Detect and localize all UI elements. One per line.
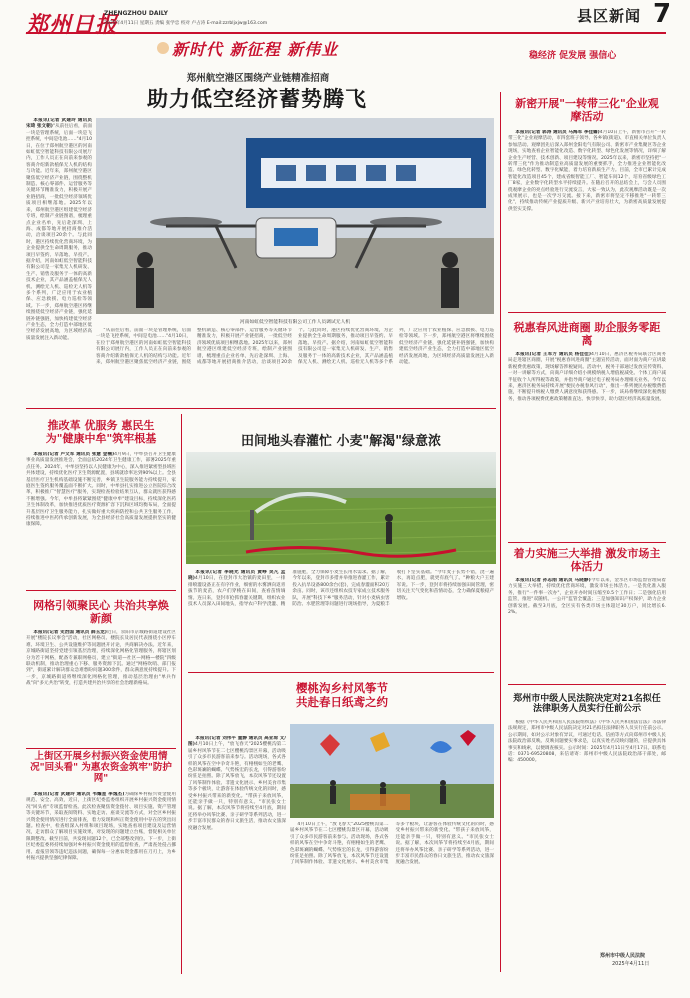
article-xinmi-headline: 新密开展"一转带三化"企业观摩活动 (515, 97, 659, 123)
lead-headline: 助力低空经济蓄势腾飞 (147, 87, 367, 111)
article-tax-body (508, 352, 666, 538)
article-court-text: 根据《中华人民共和国人民法院组织法》《中华人民共和国法官法》等法律法规规定，郑州市中级人民法院决定对21名拟任法律职务人员实行任前公示。公示期间，如对公示对象有异议，可通过电话、信函等方式向郑州市中级人民法院政治部反映。反映问题要实事求是，以真实姓名反映问题的，应提供具体事实和线索，以便调查核实。公示时间：2025年4月11日至4月17日。联系电话：0371-69520808，来信请寄：郑州市中级人民法院政治部干部处，邮编：450000。 (508, 720, 666, 764)
article-kite-text-continued: 4月10日上午，"放飞春天"2025樱桃沟第二届乡村风筝节在二七区樱桃沟景区开幕，活动吸引了众多市民游客前来参与。活动现场，各式各样的风筝在空中争奇斗艳，有栩栩如生的老鹰、色彩斑斓的蝴蝶、气势恢宏的长龙，引得游客纷纷驻足拍照。除了风筝放飞，本次风筝节还设置了风筝制作体验、非遗文化展示、乡村美食市集等多个板块，让游客在体验传统文化的同时，感受乡村振兴带来的新变化。"带孩子来放风筝，还能亲手做一只，特别有意义。"市民张女士说。据了解，本次风筝节将持续至4月底，期间还将举办风筝比赛、亲子研学等系列活动，进一步丰富市民群众的春日文旅生活，推动农文旅深度融合发展。 (290, 822, 494, 866)
lead-body-lower (96, 328, 494, 404)
article-irrigation-byline: 本报讯(记者 李晓光 通讯员 黄峥 吴凡 孟晓) (188, 570, 286, 582)
lead-photo-caption: 河南如虹低空智能科技有限公司工作人员调试无人机 (239, 320, 351, 325)
irrigation-photo (186, 452, 496, 564)
article-irrigation-body (188, 570, 494, 666)
newspaper-logo: 郑州日报 (26, 12, 119, 38)
date-line: 2025年4月11日 星期五 责编 张学忠 校对 卢占涛 E-mail:zzrbljxjw@163.com (104, 21, 268, 26)
right-column-divider (500, 92, 501, 972)
lead-kicker: 郑州航空港区围绕产业链精准招商 (186, 73, 330, 84)
left-column-divider (181, 414, 182, 974)
article-grid-headline: 网格引领聚民心 共治共享焕新颜 (33, 599, 169, 625)
article-market-text: 今年以来，金水区市场监督管理局着力实施三大举措，持续优化营商环境，激发市场主体活力。一是优化准入服务，推行"一件事一次办"，企业开办时间压缩至0.5个工作日；二是强化信用监管，推进"双随机、一公开"监管全覆盖；三是加强知识产权保护，助力企业创新发展。截至3月底，全区实有各类市场主体超过30万户，同比增长6.2%。 (508, 578, 666, 616)
article-grid-text: 近日，荥阳市京城路街道建设社区开展"楼院长议事会"活动，社区网格员、楼院长及居民代表围绕小区停车难、环境卫生、公共设施维护等问题展开讨论，共商解决办法。近年来，京城路街道坚持党建引领基层治理，持续深化网格化管理服务，将辖区划分为若干网格，配备专兼职网格员，建立"街道—社区—网格—楼院"四级联动机制，推动治理重心下移、服务资源下沉。通过"网格吹哨、部门报到"，街道累计解决群众急难愁盼问题300余件，群众满意度持续提升。下一步，京城路街道将继续深化网格化管理，推动基层治理由"单兵作战"向"多元共治"转变，打造共建共治共享的社会治理新格局。 (26, 630, 176, 687)
wheat-field-illustration (186, 452, 496, 564)
article-market-body (508, 578, 666, 676)
lead-byline: 本报讯(记者 武建玲 通讯员 宋琦 张文朝) (26, 118, 92, 130)
lead-photo (96, 118, 494, 314)
article-court-body (508, 720, 666, 946)
lead-bottom-rule (26, 408, 496, 409)
article-market-headline: 着力实施三大举措 激发市场主体活力 (513, 547, 661, 573)
newspaper-logo-en: ZHENGZHOU DAILY (104, 10, 168, 17)
article-shangjie-body (26, 792, 176, 972)
rule-irrigation (188, 672, 494, 673)
article-kite-text: 4月10日上午，"放飞春天"2025樱桃沟第二届乡村风筝节在二七区樱桃沟景区开幕，活动吸引了众多市民游客前来参与。活动现场，各式各样的风筝在空中争奇斗艳，有栩栩如生的老鹰、色彩斑斓的蝴蝶、气势恢宏的长龙，引得游客纷纷驻足拍照。除了风筝放飞，本次风筝节还设置了风筝制作体验、非遗文化展示、乡村美食市集等多个板块，让游客在体验传统文化的同时，感受乡村振兴带来的新变化。"带孩子来放风筝，还能亲手做一只，特别有意义。"市民张女士说。据了解，本次风筝节将持续至4月底，期间还将举办风筝比赛、亲子研学等系列活动，进一步丰富市民群众的春日文旅生活，推动农文旅深度融合发展。 (188, 742, 286, 831)
lead-body-column-1 (26, 118, 92, 402)
article-irrigation-text: 4月10日，在登封市大冶镇的麦田里，一排排喷灌设备正在有序作业，细密的水雾洒向返青拔节的麦苗，农户们穿梭在田间，查看苗情墒情。连日来，登封市抢抓春灌关键期，组织农业技术人员深入田间地头，指导农户科学浇灌、精准施肥，全力保障小麦生长用水需求。据了解，今年以来，登封市多措并举推进春灌工作，累计投入抗旱设备800余台(套)，完成春灌面积20万余亩。同时，该市还组织农技专家成立技术服务队，开展"科技下乡"服务活动，针对小麦病虫害防治、水肥管理等问题进行现场指导，为夏粮丰收打下坚实基础。"今年麦子长势不错，浇一遍水，再追点肥，就更有底气了。"种粮大户王建军说。下一步，登封市将持续加强田间管理，密切关注天气变化和苗情动态，全力确保夏粮稳产增收。 (188, 570, 494, 608)
article-zhongmu-body (26, 452, 176, 584)
rule-grid (26, 748, 176, 749)
article-court-signature: 郑州市中级人民法院 (600, 953, 646, 959)
article-xinmi-body (508, 130, 666, 308)
article-tax-text: 4月10日，惠济区税务局联合区商务局走进辖区商圈，开展"税惠春风进商圈"主题宣传活动，面对面为商户宣讲最新税费优惠政策，现场解答涉税疑问。活动中，税务干部通过发放宣传资料、一对一讲解等方式，向商户详细介绍小规模纳税人增值税减免、个体工商户减半征收个人所得税等政策，并指导商户通过电子税务局办理相关业务。今年以来，惠济区税务局持续开展"便民办税春风行动"，推出一系列便民办税缴费措施，不断提升纳税人缴费人满意度和获得感。下一步，该局将继续深化税费服务，推动各项税费优惠政策精准直达、快享快享，助力辖区经济高质量发展。 (508, 352, 666, 402)
article-tax-headline: 税惠春风进商圈 助企服务零距离 (513, 321, 661, 347)
rule-tax (508, 542, 666, 543)
rule-xinmi (508, 312, 666, 313)
banner-slogan-text: 新时代 新征程 新伟业 (172, 39, 339, 59)
article-kite-body-2 (290, 822, 494, 972)
article-tax-byline: 本报讯(记者 王军方 通讯员 杨佳佳) (515, 352, 591, 357)
lead-body: "从前往后看，前面一块是管理系统，后面一块是飞控系统，中间是电池……"4月10日，在位于郑州航空港区的河南如虹低空智能科技有限公司展厅内，工作人员正在向前来参观的客商介绍新款植保无人机的结构与功能。近年来，郑州航空港区聚焦低空经济产业链，围绕整机制造、核心零部件、运营服务等关键环节精准发力，积极开展产业链招商，一批低空经济领域优质项目相继落地。2025年以来，郑州航空港区组建低空经济专班，绘制产业链图谱，梳理重点企业名单，先后赴深圳、上海、成都等地开展招商推介活动，洽谈项目20余个。与此同时，港区持续优化营商环境，为企业提供全生命周期服务，推动项目早签约、早落地、早投产。据介绍，河南如虹低空智能科技有限公司是一家集无人机研发、生产、销售及服务于一体的高新技术企业，其产品涵盖植保无人机、测绘无人机、巡检无人机等多个系列，广泛应用于农业植保、应急救援、电力巡检等领域。下一步，郑州航空港区将继续围绕低空经济产业链，强化延链补链强链，加快构建低空经济产业生态，全力打造中部地区低空经济发展高地，为区域经济高质量发展注入新动能。 (26, 124, 92, 341)
banner-slogan-right: 稳经济 促发展 强信心 (529, 51, 617, 61)
article-shangjie-headline: 上街区开展乡村振兴资金使用情况"回头看" 为惠农资金筑牢"防护网" (30, 751, 172, 784)
article-kite-body-1 (188, 736, 286, 974)
article-market-byline: 本报讯(记者 孙志刚 通讯员 马晓静) (515, 578, 591, 583)
article-zhongmu-headline: 推改革 优服务 惠民生 为"健康中牟"筑牢根基 (45, 419, 157, 445)
kite-festival-illustration (290, 724, 494, 818)
page-number: 7 (653, 0, 672, 29)
article-xinmi-byline: 本报讯(记者 郭涛 通讯员 马海军 李佳嫱) (515, 130, 600, 135)
rule-market (508, 684, 666, 685)
banner-slogan-left (157, 36, 347, 60)
section-title: 县区新闻 (577, 7, 642, 25)
article-irrigation-headline: 田间地头春灌忙 小麦"解渴"绿意浓 (240, 434, 442, 449)
article-zhongmu-byline: 本报讯(记者 卢文军 通讯员 张慧 金楠) (33, 452, 115, 457)
article-court-date: 2025年4月11日 (612, 961, 650, 967)
article-zhongmu-text: 4月9日，中牟县召开卫生健康事业高质量发展推进会，全面总结2024年卫生健康工作，部署2025年重点任务。2024年，中牟县坚持以人民健康为中心，深入推进紧密型县域医共体建设，持续优化医疗卫生资源配置，县域就诊率达到90%以上。全县基层医疗卫生机构基础设施不断完善，乡镇卫生院服务能力持续提升，家庭医生签约服务覆盖面不断扩大。同时，中牟县扎实推进公立医院综合改革，积极推广"智慧医疗"服务，实现检查检验结果互认，群众就医获得感不断增强。今年，中牟县将紧紧围绕"健康中牟"建设目标，持续深化医药卫生体制改革，加快推进优质医疗资源扩容下沉和区域均衡布局，全面提升基层医疗卫生服务能力，扎实做好重大疾病防控和公共卫生服务工作，持续推进中医药传承创新发展，为全县经济社会高质量发展提供坚实的健康保障。 (26, 452, 176, 528)
lead-body-continued: "从前往后看，前面一块是管理系统，后面一块是飞控系统，中间是电池……"4月10日，在位于郑州航空港区的河南如虹低空智能科技有限公司展厅内，工作人员正在向前来参观的客商介绍新款植保无人机的结构与功能。近年来，郑州航空港区聚焦低空经济产业链，围绕整机制造、核心零部件、运营服务等关键环节精准发力，积极开展产业链招商，一批低空经济领域优质项目相继落地。2025年以来，郑州航空港区组建低空经济专班，绘制产业链图谱，梳理重点企业名单，先后赴深圳、上海、成都等地开展招商推介活动，洽谈项目20余个。与此同时，港区持续优化营商环境，为企业提供全生命周期服务，推动项目早签约、早落地、早投产。据介绍，河南如虹低空智能科技有限公司是一家集无人机研发、生产、销售及服务于一体的高新技术企业，其产品涵盖植保无人机、测绘无人机、巡检无人机等多个系列，广泛应用于农业植保、应急救援、电力巡检等领域。下一步，郑州航空港区将继续围绕低空经济产业链，强化延链补链强链，加快构建低空经济产业生态，全力打造中部地区低空经济发展高地，为区域经济高质量发展注入新动能。 (96, 328, 494, 366)
article-xinmi-text: 4月10日上午，新密市召开"一转带三化"企业观摩活动，市四套班子领导、各乡镇(街道)、市直相关单位负责人参加活动。观摩团先后深入郑州金阳电气有限公司、新密市产业集聚区等企业现场，实地查看企业智能化改造、数字化转型、绿色化发展等情况，详细了解企业生产经营、技术创新、项目建设等情况。2025年以来，新密市坚持把"一转带三化"作为推动制造业高质量发展的重要抓手，全力推进企业智能化改造、绿色化转型、数字化赋能，着力培育新质生产力。目前，全市已累计完成智能化改造项目45个，建成省级智能工厂、智能车间12个，培育省级绿色工厂8家，企业数字化转型水平持续提升。在随后召开的总结会上，与会人员围绕观摩企业的亮点经验进行交流发言，大家一致认为，此次观摩活动既是一次成果展示，也是一次学习交流。接下来，新密市将坚定不移推进"一转带三化"，持续推动传统产业提质升级、新兴产业培育壮大，为新密高质量发展提供坚实支撑。 (508, 130, 666, 212)
article-grid-byline: 本报讯(记者 史治国 通讯员 薛玉龙) (33, 630, 107, 635)
article-kite-byline: 本报讯(记者 刘伟平 童静 通讯员 高亚琼 文/图) (188, 736, 286, 748)
article-grid-body (26, 630, 176, 742)
rule-zhongmu (26, 590, 176, 591)
kite-photo (290, 724, 494, 818)
article-shangjie-text: 为确保乡村振兴资金使用规范、安全、高效，近日，上街区纪委监委组织开展乡村振兴资金使用情况"回头看"专项监督检查。此次检查聚焦资金拨付、项目实施、资产管理等关键环节，采取查阅资料、实地走访、座谈交流等方式，对全区乡村振兴资金使用情况进行全面排查，着力发现和纠正资金使用中存在的突出问题。检查中，检查组深入村组和项目现场，实地查看项目建设及运营情况，走访群众了解项目实施效果，对发现的问题建立台账，督促相关单位限期整改。截至目前，共发现问题12个，已全部整改到位。下一步，上街区纪委监委将持续加强对乡村振兴资金使用的监督检查，严肃查处侵占挪用、虚报冒领等违纪违法问题，确保每一分惠农资金都用在刀刃上，为乡村振兴提供坚强纪律保障。 (26, 792, 176, 862)
article-shangjie-byline: 本报讯(记者 武建玲 通讯员 韦耀星 李逸杰) (33, 792, 125, 797)
masthead-rule (26, 32, 666, 34)
article-kite-headline: 樱桃沟乡村风筝节 共赴春日纸鸢之约 (296, 681, 388, 709)
article-court-headline: 郑州市中级人民法院决定对21名拟任法律职务人员实行任前公示 (513, 694, 661, 715)
drone-illustration (96, 118, 494, 314)
